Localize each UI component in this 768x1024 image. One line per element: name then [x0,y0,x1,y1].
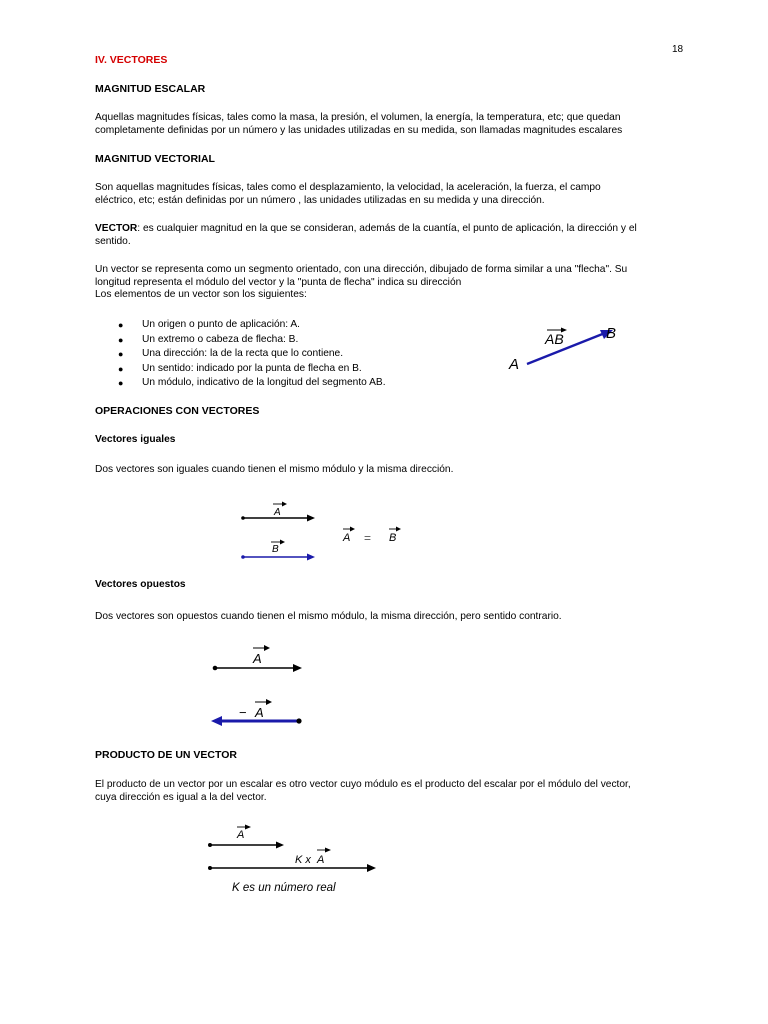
paragraph-vector-representation [95,264,705,302]
label-k: K x [295,854,311,866]
arrowhead-icon [282,502,287,507]
elements-list [118,318,386,391]
equals-sign: = [364,531,372,545]
arrowhead-icon [350,527,355,532]
paragraph-scalar [95,112,695,137]
list-item-text: Una dirección: la de la recta que lo contiene. [142,348,344,360]
arrowhead-icon [276,842,284,849]
list-item [118,318,386,333]
page-number: 18 [672,44,684,55]
paragraph-product [95,779,705,804]
label-a: A [509,356,520,373]
label-b: B [272,544,279,555]
opposite-vectors-diagram [205,640,315,730]
bullet-icon: ● [118,349,124,360]
equal-vectors-diagram [235,496,415,566]
subheading-equal-vectors: Vectores iguales [95,434,176,445]
list-item [118,347,386,362]
paragraph-vector-definition [95,223,705,248]
arrowhead-icon [280,540,285,545]
paragraph-line: Un vector se representa como un segmento orientado, con una dirección, dibujado de forma similar a una "flecha". Su [95,264,628,275]
paragraph-line: sentido. [95,235,131,247]
definition-text: : es cualquier magnitud en la que se consideran, además de la cuantía, el punto de aplicación, la dirección y el [137,223,637,234]
list-item-text: Un sentido: indicado por la punta de flecha en B. [142,362,362,374]
paragraph-equal-vectors: Dos vectores son iguales cuando tienen el mismo módulo y la misma dirección. [95,464,454,475]
paragraph-vectorial [95,182,695,207]
label-b: B [606,325,617,342]
label-a: A [237,829,245,841]
arrowhead-icon [307,515,315,522]
paragraph-opposite-vectors: Dos vectores son opuestos cuando tienen el mismo módulo, la misma dirección, pero sentido contrario. [95,611,562,622]
arrowhead-icon [325,848,331,853]
subheading-opposite-vectors: Vectores opuestos [95,579,186,590]
label-a: A [253,651,262,666]
caption-k: K es un número real [232,882,336,894]
paragraph-line [95,223,705,236]
heading-vectorial: MAGNITUD VECTORIAL [95,153,215,165]
chapter-title: IV. VECTORES [95,54,168,66]
paragraph-line: eléctrico, etc; están definidas por un número , las unidades utilizadas en su medida y una dirección. [95,194,545,206]
arrowhead-icon [266,699,272,705]
arrowhead-icon [211,716,222,726]
arrowhead-icon [264,645,270,651]
minus-sign: − [239,705,247,720]
list-item-text: Un origen o punto de aplicación: A. [142,319,301,330]
paragraph-line: cuya dirección es igual a la del vector. [95,791,267,803]
label-ab: AB [545,331,564,347]
heading-product: PRODUCTO DE UN VECTOR [95,749,237,761]
origin-point [296,718,301,723]
paragraph-line: Aquellas magnitudes físicas, tales como la masa, la presión, el volumen, la energía, la temperatura, etc; que quedan [95,112,621,123]
list-item-text: Un extremo o cabeza de flecha: B. [142,333,299,345]
bullet-icon: ● [118,378,124,389]
list-item-text: Un módulo, indicativo de la longitud del segmento AB. [142,377,386,389]
arrowhead-icon [293,664,302,672]
paragraph-line: longitud representa el módulo del vector y la "punta de flecha" indica su dirección [95,276,462,288]
arrowhead-icon [367,864,376,872]
term-vector: VECTOR [95,223,138,234]
paragraph-line: completamente definidas por un número y las unidades utilizadas en su medida, son llamadas magnitudes escalares [95,124,623,136]
paragraph-line: Los elementos de un vector son los siguientes: [95,289,307,300]
heading-operations: OPERACIONES CON VECTORES [95,405,260,417]
label-a: A [274,507,281,518]
arrowhead-icon [396,527,401,532]
equation-b: B [389,532,397,544]
bullet-icon: ● [118,334,124,345]
label-ka: A [317,854,325,866]
label-neg-a: A [255,705,264,720]
product-diagram [200,818,390,900]
vector-ab-diagram [505,318,635,378]
bullet-icon: ● [118,363,124,374]
list-item [118,333,386,348]
list-item [118,376,386,391]
paragraph-line: El producto de un vector por un escalar es otro vector cuyo módulo es el producto del escalar por el módulo del vector, [95,779,631,790]
vector-ab-line [527,333,605,364]
arrowhead-icon [307,554,315,561]
list-item [118,362,386,377]
arrowhead-icon [245,825,251,830]
bullet-icon: ● [118,320,124,330]
paragraph-line: Son aquellas magnitudes físicas, tales como el desplazamiento, la velocidad, la aceleración, la fuerza, el campo [95,182,601,193]
heading-scalar: MAGNITUD ESCALAR [95,83,206,95]
equation-a: A [343,532,351,544]
